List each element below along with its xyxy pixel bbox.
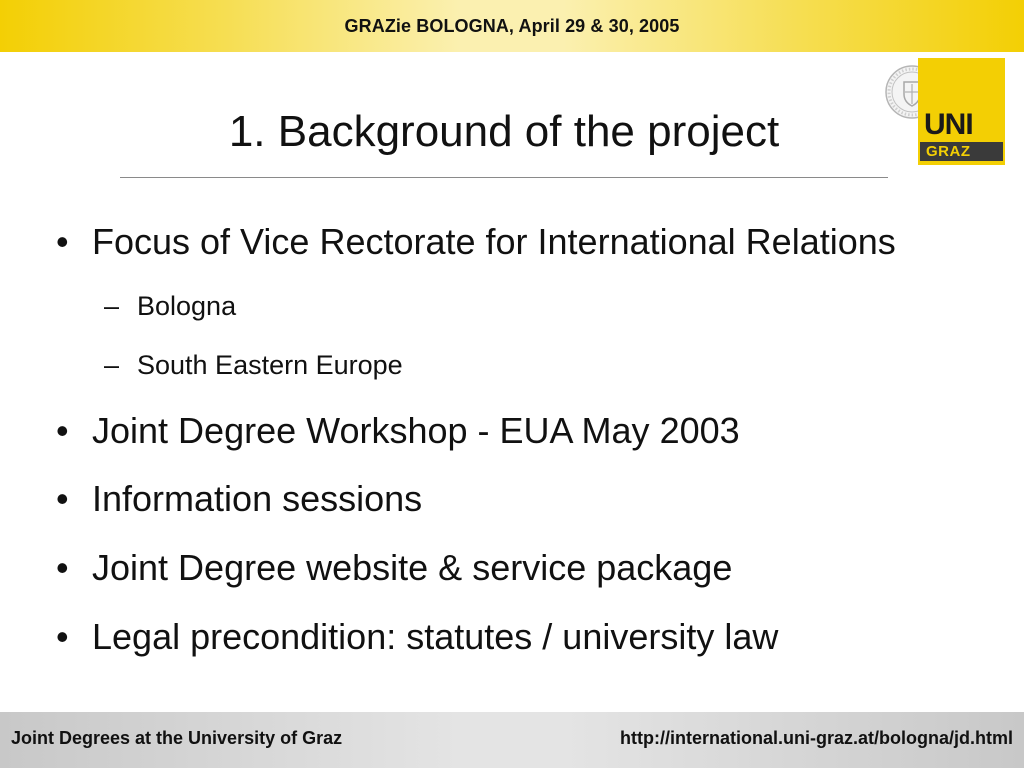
- bullet-dot-icon: •: [56, 221, 69, 262]
- header-banner-text: GRAZie BOLOGNA, April 29 & 30, 2005: [344, 15, 680, 36]
- bullet-text: Information sessions: [92, 478, 423, 519]
- bullet-item-3: [56, 477, 422, 521]
- sub-bullet-item-2: [104, 348, 403, 382]
- bullet-text: Joint Degree website & service package: [92, 547, 733, 588]
- sub-bullet-text: Bologna: [137, 291, 237, 321]
- header-banner: [0, 0, 1024, 52]
- bullet-item-5: [56, 615, 778, 659]
- bullet-text: Focus of Vice Rectorate for International Relations: [92, 221, 896, 262]
- sub-bullet-item-1: [104, 289, 236, 323]
- bullet-text: Legal precondition: statutes / university law: [92, 616, 779, 657]
- footer-bar: [0, 712, 1024, 768]
- dash-icon: –: [104, 291, 120, 321]
- logo-uni-text: UNI: [924, 108, 973, 141]
- bullet-item-4: [56, 546, 732, 590]
- bullet-dot-icon: •: [56, 478, 69, 519]
- title-divider: [120, 177, 888, 178]
- bullet-text: Joint Degree Workshop - EUA May 2003: [92, 410, 740, 451]
- dash-icon: –: [104, 350, 120, 380]
- bullet-dot-icon: •: [56, 616, 69, 657]
- logo-graz-text: GRAZ: [926, 143, 971, 160]
- sub-bullet-text: South Eastern Europe: [137, 350, 403, 380]
- slide-title: 1. Background of the project: [228, 107, 780, 156]
- footer-url-link[interactable]: http://international.uni-graz.at/bologna/jd.html: [620, 728, 1013, 748]
- uni-graz-logo: [918, 58, 1005, 165]
- footer-left-text: Joint Degrees at the University of Graz: [11, 728, 343, 748]
- bullet-item-2: [56, 409, 740, 453]
- bullet-dot-icon: •: [56, 547, 69, 588]
- bullet-dot-icon: •: [56, 410, 69, 451]
- bullet-item-1: [56, 220, 896, 264]
